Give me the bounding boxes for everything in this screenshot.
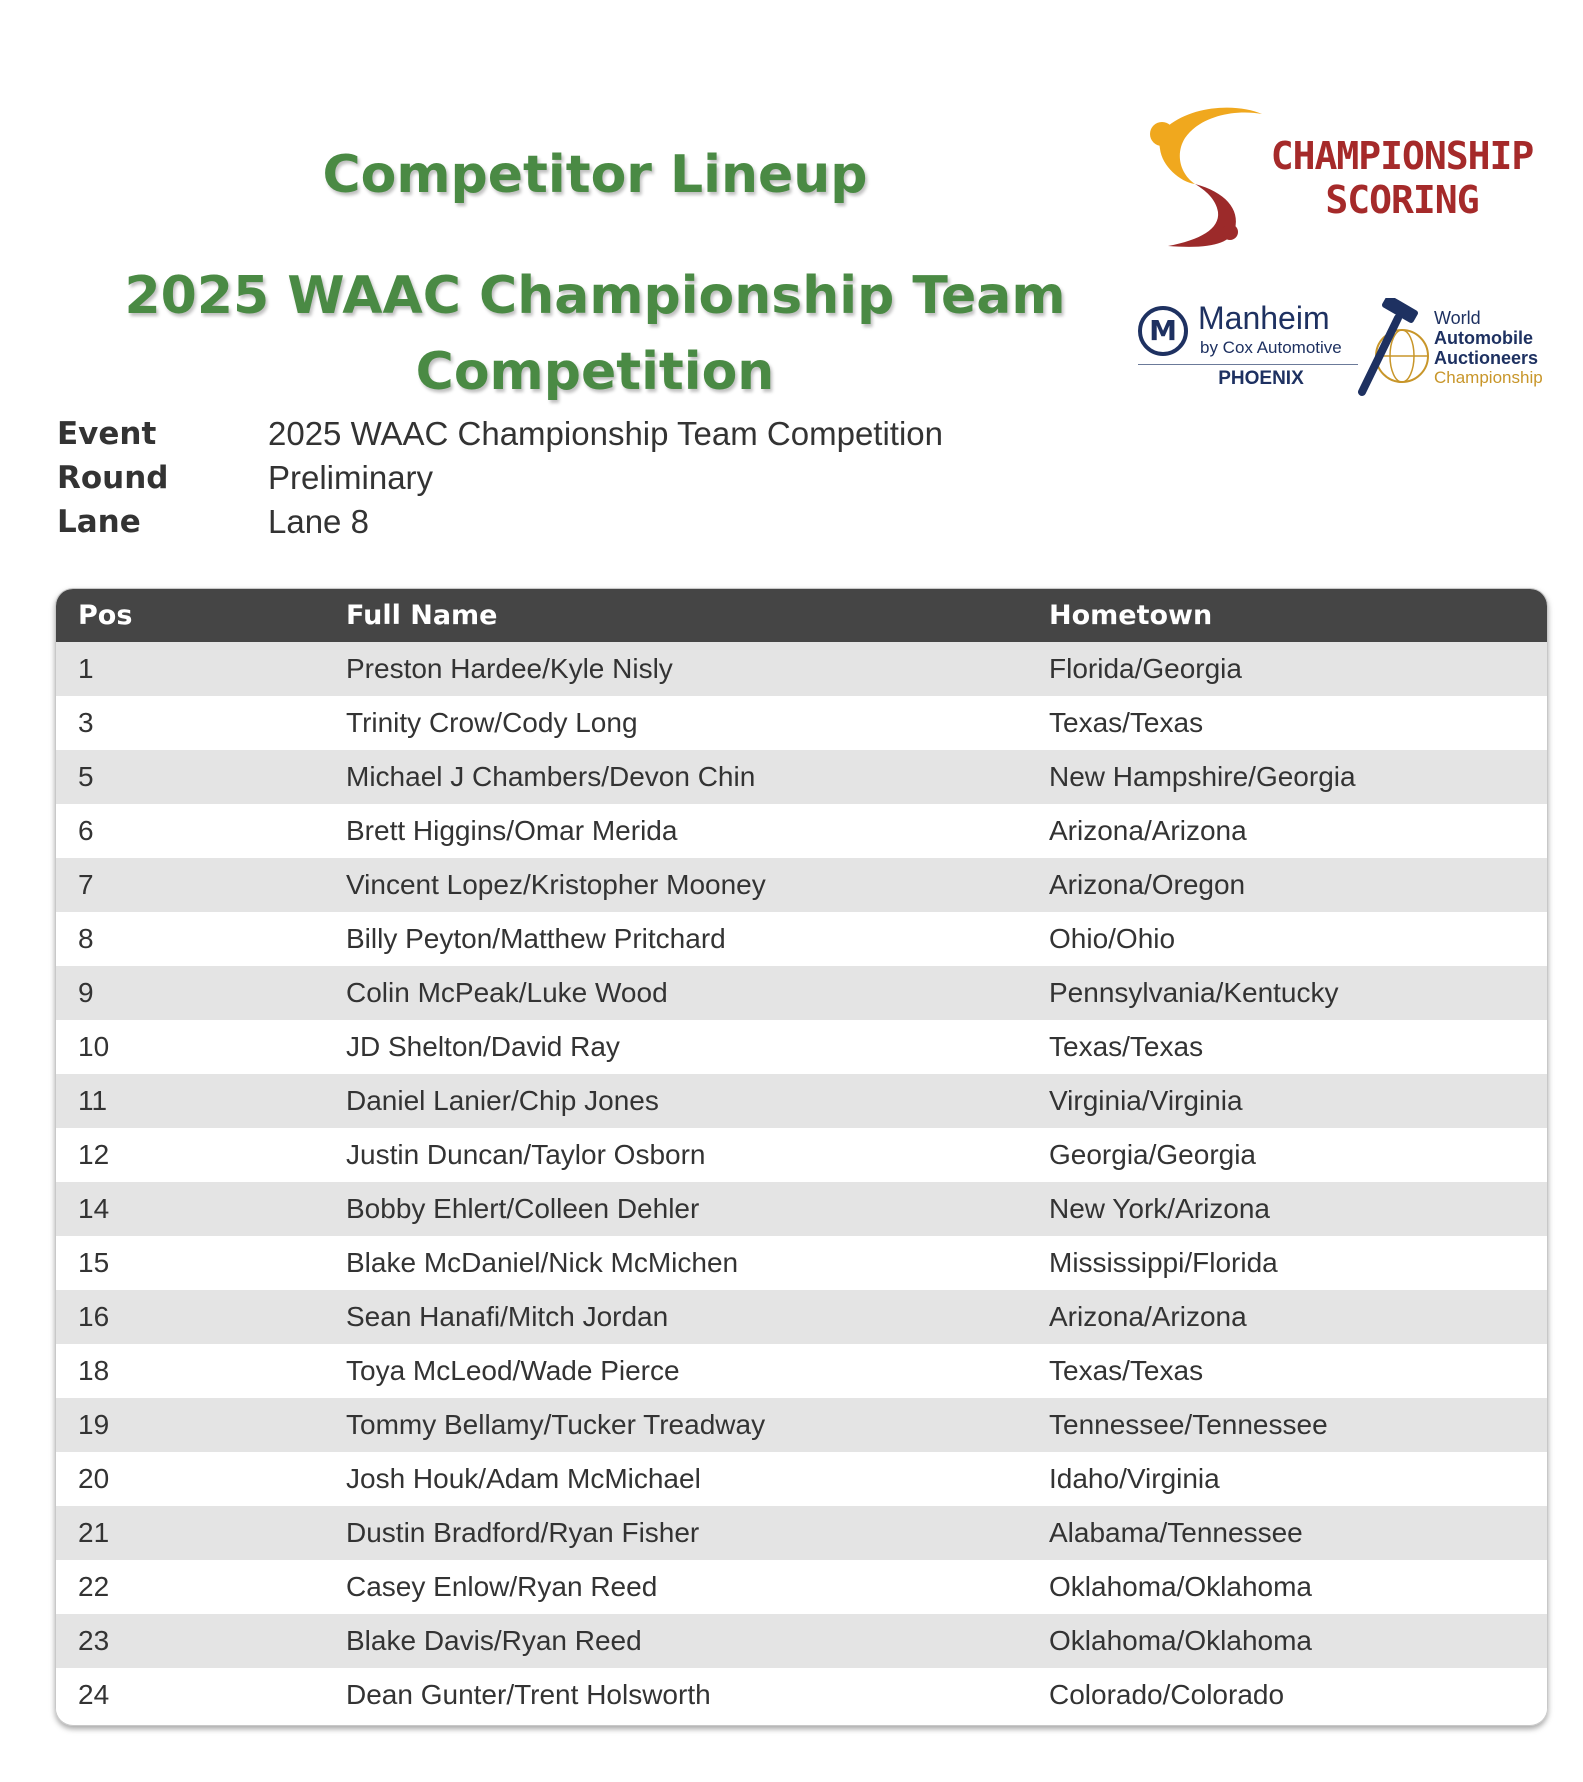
cell-hometown: Arizona/Arizona bbox=[1049, 1301, 1247, 1332]
event-meta bbox=[57, 412, 943, 544]
lane-value: Lane 8 bbox=[268, 503, 369, 540]
waac-text bbox=[1434, 308, 1543, 388]
table-header bbox=[56, 589, 1547, 642]
cell-hometown: Mississippi/Florida bbox=[1049, 1247, 1278, 1278]
cell-hometown: Tennessee/Tennessee bbox=[1049, 1409, 1328, 1440]
table-row bbox=[56, 912, 1547, 966]
cell-pos: 3 bbox=[78, 707, 94, 738]
table-row bbox=[56, 1128, 1547, 1182]
waac-line-3: Auctioneers bbox=[1434, 348, 1539, 368]
cell-pos: 10 bbox=[78, 1031, 110, 1062]
table-row bbox=[56, 1290, 1547, 1344]
gavel-globe-icon bbox=[1354, 298, 1434, 398]
table-row bbox=[56, 1236, 1547, 1290]
cell-hometown: Colorado/Colorado bbox=[1049, 1679, 1285, 1710]
championship-scoring-logo bbox=[1140, 104, 1560, 254]
cell-name: Bobby Ehlert/Colleen Dehler bbox=[346, 1193, 700, 1224]
table-row bbox=[56, 1560, 1547, 1614]
lane-label: Lane bbox=[57, 504, 141, 540]
cell-name: Sean Hanafi/Mitch Jordan bbox=[346, 1301, 669, 1332]
table-row bbox=[56, 696, 1547, 750]
waac-line-2: Automobile bbox=[1434, 328, 1533, 348]
cell-hometown: Arizona/Arizona bbox=[1049, 815, 1247, 846]
round-value: Preliminary bbox=[268, 459, 434, 496]
cell-pos: 20 bbox=[78, 1463, 110, 1494]
cell-hometown: Oklahoma/Oklahoma bbox=[1049, 1625, 1313, 1656]
title-block bbox=[95, 140, 1095, 410]
manheim-city: PHOENIX bbox=[1218, 368, 1304, 389]
cell-hometown: Ohio/Ohio bbox=[1049, 923, 1176, 954]
table-row bbox=[56, 750, 1547, 804]
manheim-divider bbox=[1138, 364, 1358, 365]
cell-pos: 8 bbox=[78, 923, 94, 954]
cell-pos: 14 bbox=[78, 1193, 110, 1224]
table-row bbox=[56, 1020, 1547, 1074]
cell-hometown: New York/Arizona bbox=[1049, 1193, 1271, 1224]
swoosh-icon bbox=[1140, 104, 1270, 254]
cell-hometown: Alabama/Tennessee bbox=[1049, 1517, 1303, 1548]
cell-name: Justin Duncan/Taylor Osborn bbox=[346, 1139, 706, 1170]
scoring-line-1: CHAMPIONSHIP bbox=[1270, 134, 1534, 178]
cell-hometown: Arizona/Oregon bbox=[1049, 869, 1246, 900]
cell-hometown: Virginia/Virginia bbox=[1049, 1085, 1243, 1116]
manheim-m-icon: M bbox=[1138, 306, 1188, 356]
meta-round bbox=[57, 456, 943, 500]
cell-name: Tommy Bellamy/Tucker Treadway bbox=[346, 1409, 766, 1440]
cell-pos: 5 bbox=[78, 761, 94, 792]
table-row bbox=[56, 1398, 1547, 1452]
cell-name: Billy Peyton/Matthew Pritchard bbox=[346, 923, 726, 954]
manheim-name: Manheim bbox=[1198, 300, 1330, 336]
page-title: Competitor Lineup bbox=[322, 145, 868, 205]
waac-line-1: World bbox=[1434, 308, 1481, 328]
cell-hometown: Texas/Texas bbox=[1049, 1031, 1204, 1062]
cell-pos: 12 bbox=[78, 1139, 110, 1170]
waac-line-4: Championship bbox=[1434, 368, 1543, 387]
header-pos: Pos bbox=[78, 600, 133, 631]
cell-pos: 23 bbox=[78, 1625, 110, 1656]
header-hometown: Hometown bbox=[1049, 600, 1213, 631]
event-value: 2025 WAAC Championship Team Competition bbox=[268, 415, 944, 452]
cell-hometown: Texas/Texas bbox=[1049, 1355, 1204, 1386]
cell-name: Dustin Bradford/Ryan Fisher bbox=[346, 1517, 700, 1548]
cell-name: Dean Gunter/Trent Holsworth bbox=[346, 1679, 711, 1710]
cell-pos: 16 bbox=[78, 1301, 110, 1332]
table-row bbox=[56, 858, 1547, 912]
table-body bbox=[56, 642, 1547, 1722]
scoring-line-2: SCORING bbox=[1325, 178, 1479, 222]
cell-name: JD Shelton/David Ray bbox=[346, 1031, 620, 1062]
manheim-waac-logos bbox=[1136, 298, 1576, 402]
round-label: Round bbox=[57, 460, 169, 496]
cell-pos: 24 bbox=[78, 1679, 110, 1710]
event-label: Event bbox=[57, 416, 157, 452]
cell-hometown: Texas/Texas bbox=[1049, 707, 1204, 738]
table-row bbox=[56, 1074, 1547, 1128]
cell-name: Vincent Lopez/Kristopher Mooney bbox=[346, 869, 766, 900]
cell-hometown: Pennsylvania/Kentucky bbox=[1049, 977, 1339, 1008]
table-row bbox=[56, 1182, 1547, 1236]
cell-pos: 19 bbox=[78, 1409, 110, 1440]
championship-scoring-text bbox=[1252, 134, 1552, 222]
cell-name: Trinity Crow/Cody Long bbox=[346, 707, 638, 738]
cell-pos: 1 bbox=[78, 653, 94, 684]
table-row bbox=[56, 1614, 1547, 1668]
cell-name: Michael J Chambers/Devon Chin bbox=[346, 761, 756, 792]
meta-lane bbox=[57, 500, 943, 544]
lineup-table bbox=[55, 588, 1548, 1726]
cell-pos: 21 bbox=[78, 1517, 110, 1548]
meta-event bbox=[57, 412, 943, 456]
cell-name: Preston Hardee/Kyle Nisly bbox=[346, 653, 673, 684]
cell-hometown: Georgia/Georgia bbox=[1049, 1139, 1257, 1170]
cell-name: Brett Higgins/Omar Merida bbox=[346, 815, 678, 846]
cell-pos: 9 bbox=[78, 977, 94, 1008]
cell-pos: 15 bbox=[78, 1247, 110, 1278]
cell-hometown: Oklahoma/Oklahoma bbox=[1049, 1571, 1313, 1602]
cell-hometown: Idaho/Virginia bbox=[1049, 1463, 1220, 1494]
table-row bbox=[56, 1668, 1547, 1722]
cell-pos: 11 bbox=[78, 1085, 108, 1116]
cell-pos: 18 bbox=[78, 1355, 110, 1386]
table-row bbox=[56, 966, 1547, 1020]
table-row bbox=[56, 1452, 1547, 1506]
cell-name: Daniel Lanier/Chip Jones bbox=[346, 1085, 659, 1116]
page-subtitle: 2025 WAAC Championship Team Competition bbox=[124, 266, 1066, 402]
header-name: Full Name bbox=[346, 600, 498, 631]
cell-name: Blake McDaniel/Nick McMichen bbox=[346, 1247, 739, 1278]
table-row bbox=[56, 642, 1547, 696]
cell-name: Colin McPeak/Luke Wood bbox=[346, 977, 668, 1008]
cell-name: Blake Davis/Ryan Reed bbox=[346, 1625, 642, 1656]
table-row bbox=[56, 1344, 1547, 1398]
cell-pos: 22 bbox=[78, 1571, 110, 1602]
cell-name: Casey Enlow/Ryan Reed bbox=[346, 1571, 658, 1602]
cell-hometown: New Hampshire/Georgia bbox=[1049, 761, 1356, 792]
table-row bbox=[56, 804, 1547, 858]
manheim-by: by Cox Automotive bbox=[1200, 338, 1342, 357]
cell-hometown: Florida/Georgia bbox=[1049, 653, 1242, 684]
cell-name: Toya McLeod/Wade Pierce bbox=[346, 1355, 680, 1386]
table-row bbox=[56, 1506, 1547, 1560]
cell-name: Josh Houk/Adam McMichael bbox=[346, 1463, 701, 1494]
cell-pos: 6 bbox=[78, 815, 94, 846]
cell-pos: 7 bbox=[78, 869, 94, 900]
